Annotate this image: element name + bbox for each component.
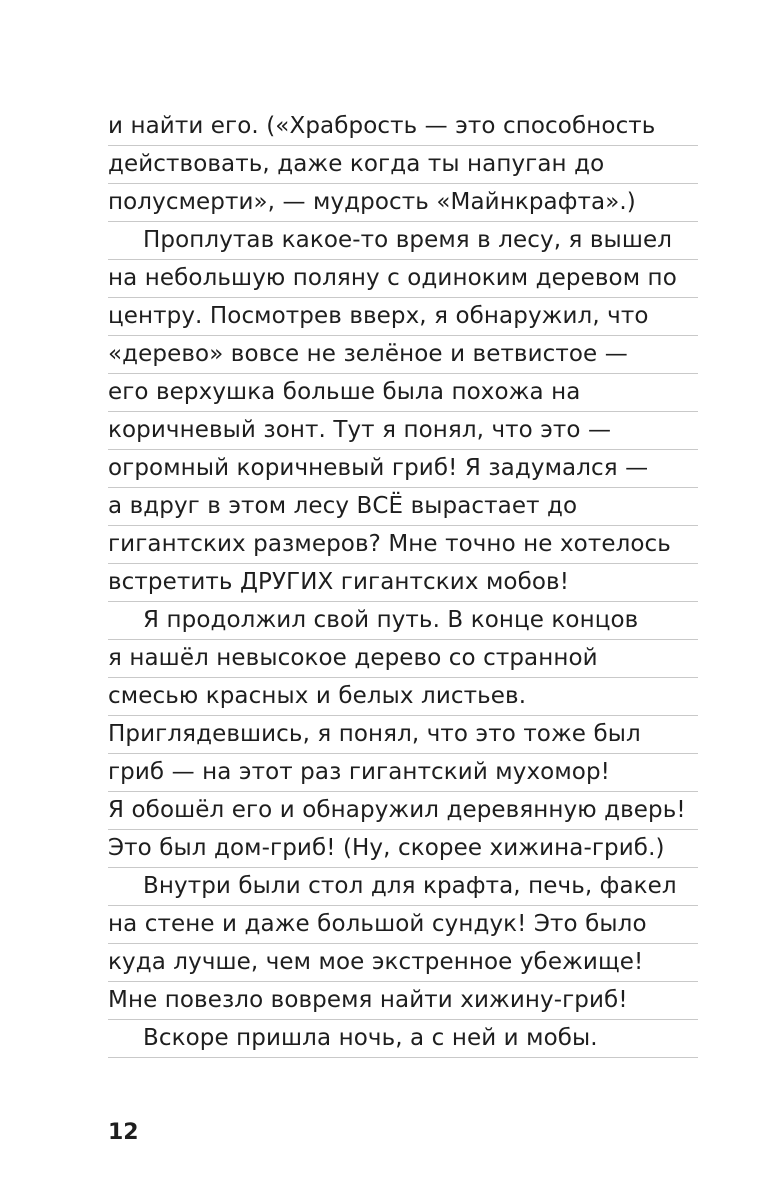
text-line: огромный коричневый гриб! Я задумался — (108, 450, 698, 488)
text-line: и найти его. («Храбрость — это способность (108, 108, 698, 146)
text-line: гриб — на этот раз гигантский мухомор! (108, 754, 698, 792)
text-line: встретить ДРУГИХ гигантских мобов! (108, 564, 698, 602)
text-line-paragraph-start: Проплутав какое-то время в лесу, я вышел (108, 222, 698, 260)
text-line: полусмерти», — мудрость «Майнкрафта».) (108, 184, 698, 222)
text-line-paragraph-start: Внутри были стол для крафта, печь, факел (108, 868, 698, 906)
text-line: куда лучше, чем мое экстренное убежище! (108, 944, 698, 982)
body-text (108, 108, 698, 1058)
text-line: Мне повезло вовремя найти хижину-гриб! (108, 982, 698, 1020)
text-line: я нашёл невысокое дерево со странной (108, 640, 698, 678)
text-line: действовать, даже когда ты напуган до (108, 146, 698, 184)
text-line: его верхушка больше была похожа на (108, 374, 698, 412)
text-line: на стене и даже большой сундук! Это было (108, 906, 698, 944)
text-line: коричневый зонт. Тут я понял, что это — (108, 412, 698, 450)
text-line: на небольшую поляну с одиноким деревом по (108, 260, 698, 298)
text-line: Это был дом-гриб! (Ну, скорее хижина-гриб.) (108, 830, 698, 868)
text-line: а вдруг в этом лесу ВСЁ вырастает до (108, 488, 698, 526)
text-line: смесью красных и белых листьев. (108, 678, 698, 716)
text-line: «дерево» вовсе не зелёное и ветвистое — (108, 336, 698, 374)
text-line-paragraph-start: Я продолжил свой путь. В конце концов (108, 602, 698, 640)
text-line: Приглядевшись, я понял, что это тоже был (108, 716, 698, 754)
text-line: центру. Посмотрев вверх, я обнаружил, что (108, 298, 698, 336)
text-line: гигантских размеров? Мне точно не хотелось (108, 526, 698, 564)
text-line-paragraph-start: Вскоре пришла ночь, а с ней и мобы. (108, 1020, 698, 1058)
page-number: 12 (108, 1120, 139, 1145)
text-line: Я обошёл его и обнаружил деревянную дверь! (108, 792, 698, 830)
